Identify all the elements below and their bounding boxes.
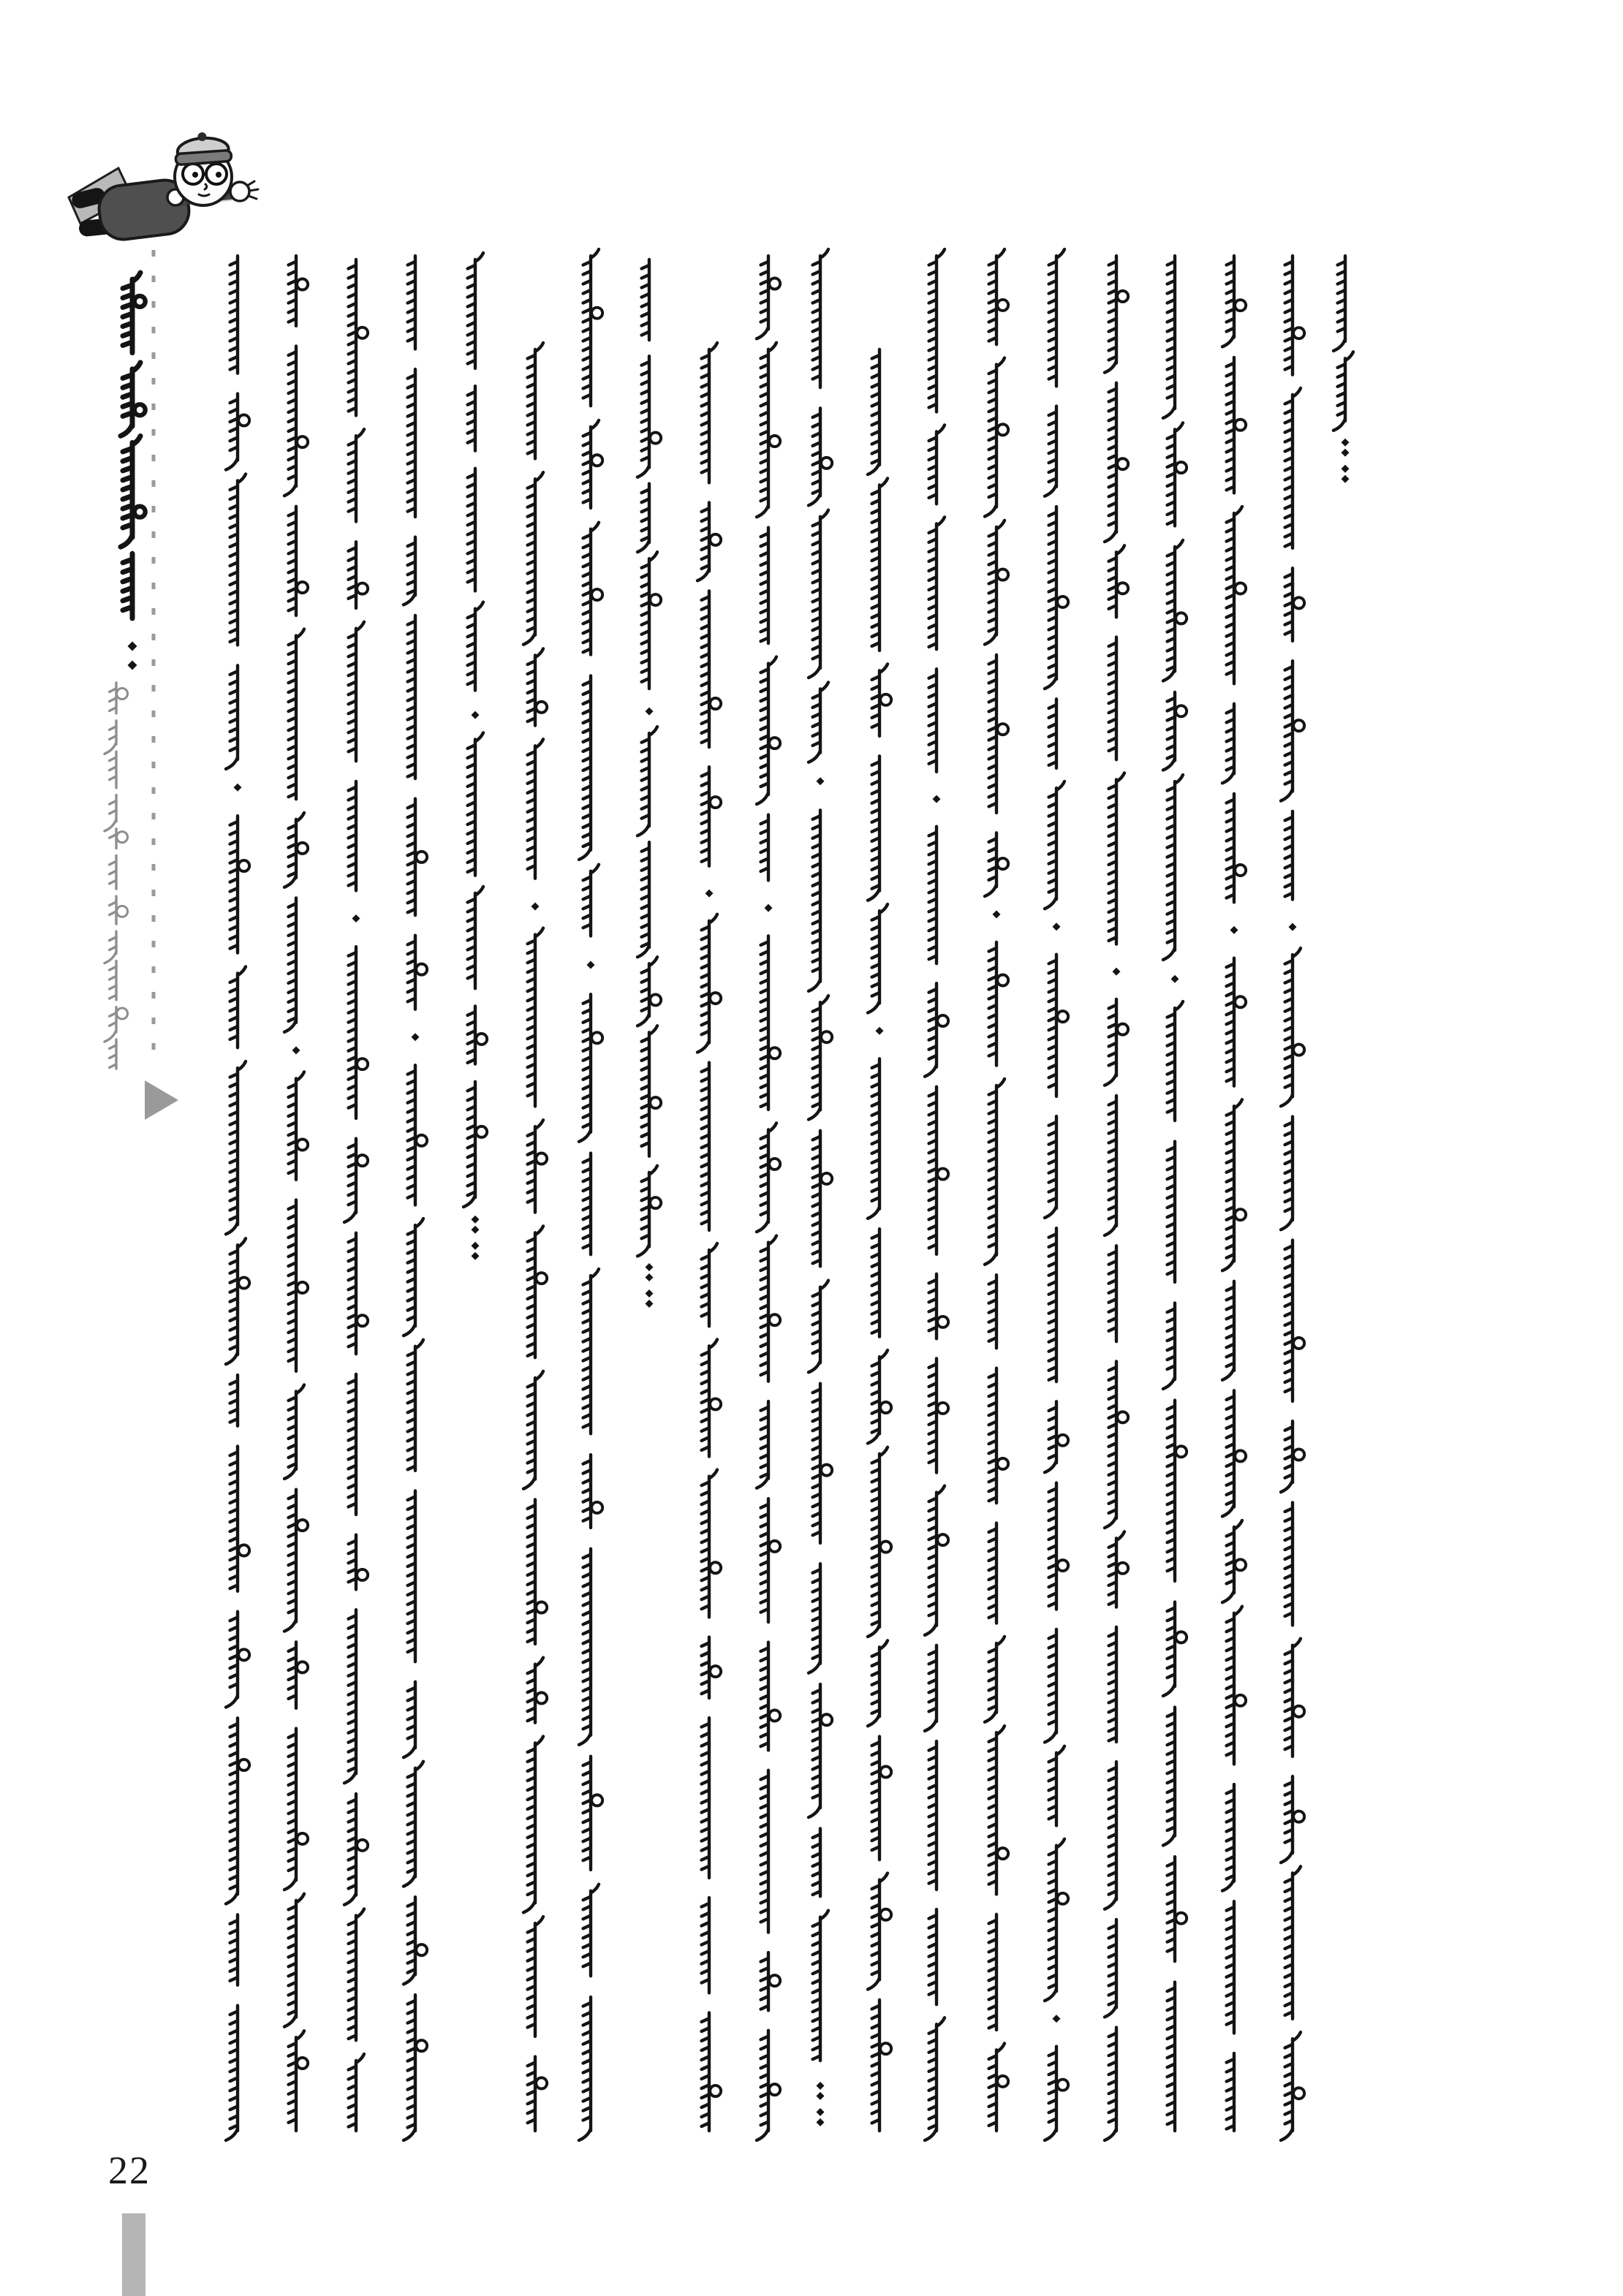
text-column [1045,249,1068,2140]
text-column [226,256,249,2140]
header-instructions [105,683,128,1069]
bleed-tab [122,2213,145,2296]
text-column [404,256,427,2140]
text-column [1105,256,1128,2140]
text-column [868,349,891,2131]
text-column [697,343,721,2131]
text-column [1281,256,1304,2140]
text-column [523,343,547,2131]
text-column [344,259,368,2131]
text-column [464,253,487,1260]
header-colon [128,642,137,670]
text-column [1333,256,1353,483]
text-column [757,256,780,2140]
text-column [925,249,948,2140]
text-column [1163,256,1187,2131]
text-column [284,256,308,2131]
triangle-right-icon [145,1080,178,1120]
page-number: 22 [108,2148,151,2192]
header-title [121,273,145,618]
text-column [985,249,1008,2131]
text-column [638,259,661,1308]
text-column [579,249,602,2140]
text-column [809,249,832,2126]
text-column [1222,256,1246,2131]
